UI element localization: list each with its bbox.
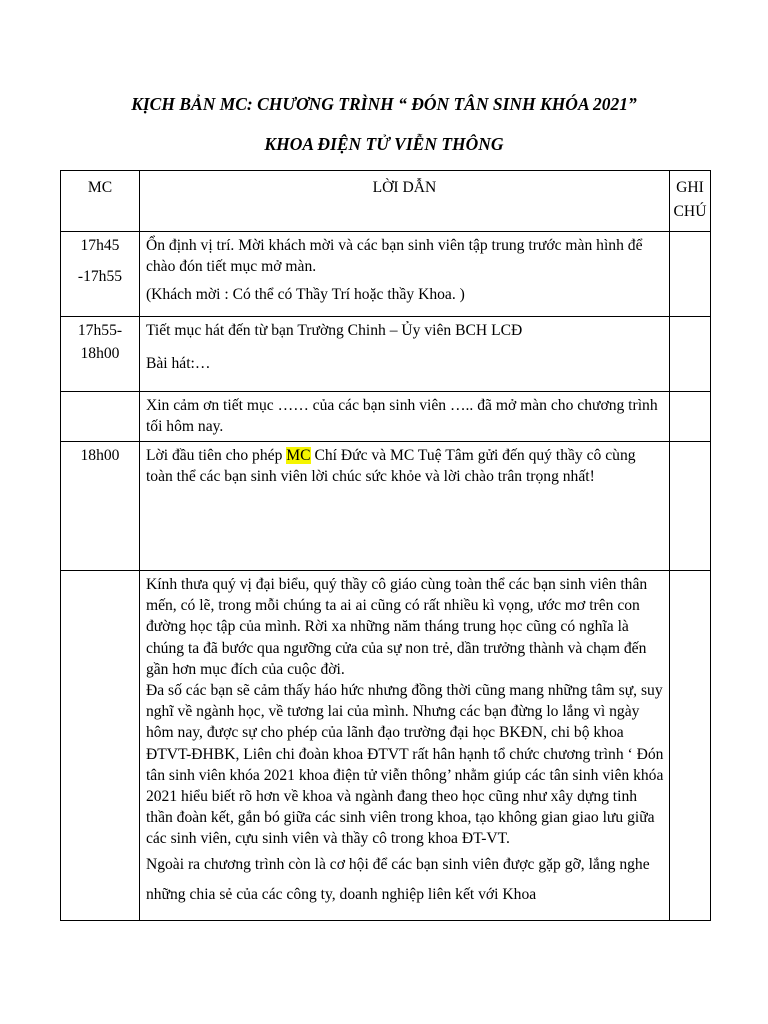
script-text: Ổn định vị trí. Mời khách mời và các bạn sinh viên tập trung trước màn hình để chào đón tiết mục mở màn.	[145, 237, 643, 276]
time-start: 17h55-	[77, 321, 123, 339]
script-paragraph-3: Ngoài ra chương trình còn là cơ hội để các bạn sinh viên được gặp gỡ, lắng nghe những chia sẻ của các công ty, doanh nghiệp liên kết với Khoa	[145, 855, 650, 903]
time-start: 17h45	[80, 237, 120, 254]
table-row	[61, 442, 711, 571]
note-cell	[670, 316, 711, 391]
script-text: Xin cảm ơn tiết mục …… của các bạn sinh viên ….. đã mở màn cho chương trình tối hôm nay.	[145, 396, 658, 435]
table-row	[61, 232, 711, 317]
script-song-text: Bài hát:…	[145, 354, 211, 372]
script-text-cell	[139, 571, 669, 921]
note-cell	[670, 232, 711, 317]
header-loi-dan: LỜI DẪN	[139, 171, 669, 232]
time-cell	[61, 391, 140, 441]
script-text-post: Chí Đức và MC Tuệ Tâm gửi đến quý thầy cô cùng toàn thể các bạn sinh viên lời chúc sức khỏe và lời chào trân trọng nhất!	[145, 447, 636, 486]
note-cell	[670, 391, 711, 441]
script-text	[146, 445, 665, 487]
time-cell: 18h00	[61, 442, 140, 571]
script-text-cell	[139, 442, 669, 571]
document-subtitle: KHOA ĐIỆN TỬ VIỄN THÔNG	[264, 134, 504, 154]
script-text-cell	[139, 232, 669, 317]
header-mc: MC	[61, 171, 140, 232]
time-cell	[61, 571, 140, 921]
table-row	[61, 316, 711, 391]
time-end: 18h00	[80, 344, 120, 362]
note-cell	[670, 571, 711, 921]
script-text-pre: Lời đầu tiên cho phép	[145, 447, 287, 465]
header-ghi-chu-line2: CHÚ	[673, 203, 707, 220]
script-text: Tiết mục hát đến từ bạn Trường Chinh – Ủy viên BCH LCĐ	[145, 321, 523, 339]
highlighted-mc: MC	[286, 447, 311, 465]
table-row	[61, 391, 711, 441]
script-paragraph-2: Đa số các bạn sẽ cảm thấy háo hức nhưng đồng thời cũng mang những tâm sự, suy nghĩ về ngành học, về tương lai của mình. Nhưng các bạn đừng lo lắng vì ngày hôm nay, được sự cho phép của lãnh đạo trường đại học BKĐN, chi bộ khoa ĐTVT-ĐHBK, Liên chi đoàn khoa ĐTVT rất hân hạnh tổ chức chương trình ‘ Đón tân sinh viên khóa 2021 khoa điện tử viễn thông’ nhằm giúp các tân sinh viên khóa 2021 hiểu biết rõ hơn về khoa và ngành đang theo học cũng như xây dựng tinh thần đoàn kết, gắn bó giữa các sinh viên trong khoa, tạo không gian giao lưu giữa các sinh viên, cựu sinh viên và thầy cô trong khoa ĐT-VT.	[145, 682, 664, 848]
script-text-cell	[139, 391, 669, 441]
time-cell	[61, 316, 140, 391]
script-text-cell	[139, 316, 669, 391]
header-ghi-chu-line1: GHI	[676, 179, 704, 196]
table-row	[61, 571, 711, 921]
note-cell	[670, 442, 711, 571]
time-cell	[61, 232, 140, 317]
document-title: KỊCH BẢN MC: CHƯƠNG TRÌNH “ ĐÓN TÂN SINH KHÓA 2021”	[131, 94, 637, 114]
script-paragraph-1: Kính thưa quý vị đại biểu, quý thầy cô giáo cùng toàn thể các bạn sinh viên thân mến, có lẽ, trong mỗi chúng ta ai ai cũng có rất nhiều kì vọng, ước mơ trên con đường học tập của mình. Rời xa những năm tháng trung học cũng có nghĩa là chúng ta đã bước qua ngưỡng cửa của sự non trẻ, dần trưởng thành và chạm đến gần hơn mục đích của cuộc đời.	[145, 576, 648, 678]
script-note-text: (Khách mời : Có thể có Thầy Trí hoặc thầy Khoa. )	[145, 286, 465, 304]
table-header-row	[61, 171, 711, 232]
mc-script-table	[60, 170, 711, 921]
header-ghi-chu	[670, 171, 711, 232]
time-end: -17h55	[77, 268, 123, 286]
